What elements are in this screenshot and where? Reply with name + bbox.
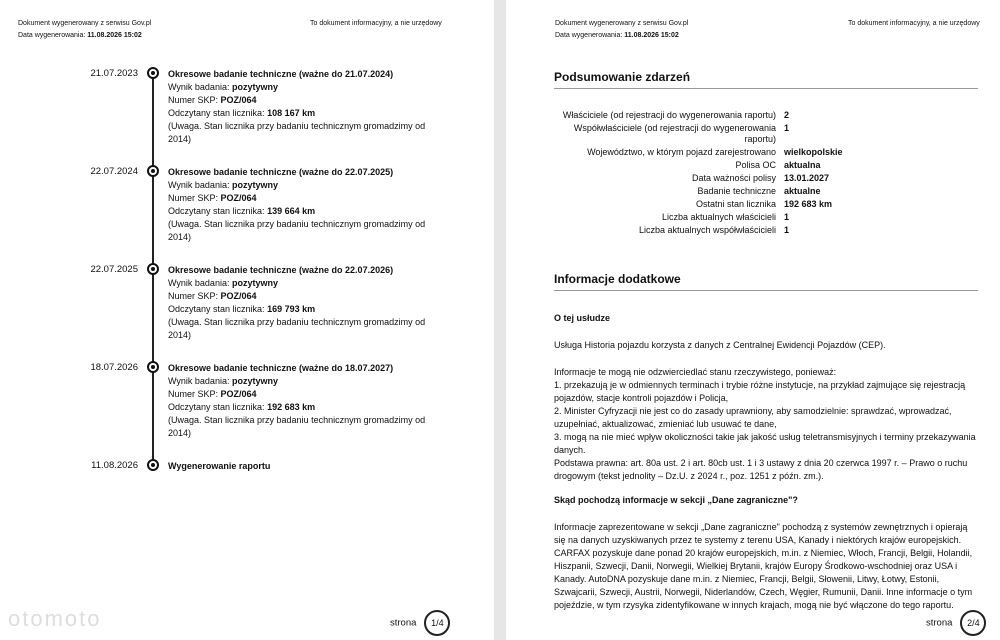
watermark-logo: otomoto [8, 606, 102, 631]
about-text: Usługa Historia pojazdu korzysta z danych z Centralnej Ewidencji Pojazdów (CEP). [554, 340, 886, 350]
summary-row: Data ważności polisy 13.01.2027 [691, 173, 830, 183]
generated-date: Data wygenerowania: 11.08.2026 15:02 [18, 32, 142, 39]
odometer-note: (Uwaga. Stan licznika przy badaniu technicznym gromadzimy od 2014) [168, 415, 426, 438]
summary-table [554, 110, 954, 238]
foreign-data-text: Informacje zaprezentowane w sekcji „Dane zagraniczne" pochodzą z systemów zewnętrznych i opierają się na danych uzyskiwanych przez te systemy z terenu USA, Kanady i niektórych krajów europejskich. CARFAX pozyskuje dane ponad 20 krajów europejskich, m.in. z Niemiec, Włoch, Francji, Belgii, Holandii, Hiszpanii, Szwecji, Danii, Norwegii, Wielkiej Brytanii, krajów Europy Środkowo-wschodniej oraz USA i Kanady. AutoDNA pozyskuje dane m.in. z Niemiec, Francji, Belgii, Słowenii, Litwy, Łotwy, Estonii, Szwajcarii, Szwecji, Austrii, Norwegii, Niderlandów, Czech, Węgier, Rumunii, Danii. Inne informacje o tym pojeździe, w tym rzysyka zidentyfikowane w innych krajach, mogą nie być włączone do tego raportu. [554, 522, 973, 610]
timeline-date: 21.07.2023 [90, 68, 138, 79]
result-line: Wynik badania: pozytywny [168, 180, 278, 190]
generated-by-text: Dokument wygenerowany z serwisu Gov.pl [18, 20, 152, 27]
generated-date: Data wygenerowania: 11.08.2026 15:02 [555, 32, 679, 39]
timeline-date: 18.07.2026 [90, 362, 138, 373]
result-line: Wynik badania: pozytywny [168, 278, 278, 288]
result-line: Wynik badania: pozytywny [168, 82, 278, 92]
odometer-note: (Uwaga. Stan licznika przy badaniu technicznym gromadzimy od 2014) [168, 219, 426, 242]
event-title: Wygenerowanie raportu [168, 461, 271, 471]
odometer-note: (Uwaga. Stan licznika przy badaniu technicznym gromadzimy od 2014) [168, 121, 426, 144]
page-number-badge: 1/4 [424, 610, 450, 636]
odometer-line: Odczytany stan licznika: 169 793 km [168, 304, 316, 314]
page-header-left [555, 18, 688, 42]
odometer-line: Odczytany stan licznika: 108 167 km [168, 108, 316, 118]
summary-row: Ostatni stan licznika 192 683 km [695, 199, 833, 209]
timeline-entry-body [168, 460, 428, 473]
summary-row: Współwłaściciele (od rejestracji do wygenerowania raportu) 1 [573, 123, 790, 144]
timeline-dot-icon [147, 165, 159, 177]
limitations-block: Informacje te mogą nie odzwierciedlać stanu rzeczywistego, ponieważ: 1. przekazują je w odmiennych terminach i trybie różne instytucje, na przykład zajmujące się rejestracją pojazdów, stacje kontroli pojazdów i Policja, 2. Minister Cyfryzacji nie jest co do zasady uprawniony, aby samodzielnie: sprawdzać, wprowadzać, uzupełniać, aktualizować, zmieniać lub usuwać te dane, 3. mogą na nie mieć wpływ okoliczności takie jak jakość usług teletransmisyjnych i terminy przekazywania danych. Podstawa prawna: art. 80a ust. 2 i art. 80cb ust. 1 i 3 ustawy z dnia 20 czerwca 1997 r. – Prawo o ruchu drogowym (tekst jednolity – Dz.U. z 2024 r., poz. 1251 z późn. zm.). [554, 367, 976, 481]
additional-info-title: Informacje dodatkowe [554, 272, 978, 291]
summary-row: Właściciele (od rejestracji do wygenerowania raportu) 2 [562, 110, 790, 120]
page-number-badge: 2/4 [960, 610, 986, 636]
timeline-dot-icon [147, 67, 159, 79]
odometer-line: Odczytany stan licznika: 192 683 km [168, 402, 316, 412]
timeline-date: 11.08.2026 [91, 460, 138, 471]
skp-line: Numer SKP: POZ/064 [168, 389, 257, 399]
summary-row: Polisa OC aktualna [735, 160, 821, 170]
page-header-left [18, 18, 151, 42]
summary-title: Podsumowanie zdarzeń [554, 70, 978, 89]
foreign-data-heading: Skąd pochodzą informacje w sekcji „Dane zagraniczne"? [554, 495, 798, 505]
skp-line: Numer SKP: POZ/064 [168, 95, 257, 105]
odometer-note: (Uwaga. Stan licznika przy badaniu technicznym gromadzimy od 2014) [168, 317, 426, 340]
timeline-entry-body [168, 264, 428, 342]
timeline-dot-icon [147, 263, 159, 275]
summary-row: Liczba aktualnych współwłaścicieli 1 [638, 225, 790, 235]
report-page-2 [506, 0, 1000, 640]
timeline-entry-body [168, 166, 428, 244]
page-number: strona 2/4 [926, 610, 986, 636]
skp-line: Numer SKP: POZ/064 [168, 291, 257, 301]
result-line: Wynik badania: pozytywny [168, 376, 278, 386]
disclaimer-text: To dokument informacyjny, a nie urzędowy [310, 20, 442, 27]
event-title: Okresowe badanie techniczne (ważne do 22.07.2026) [168, 265, 394, 275]
event-title: Okresowe badanie techniczne (ważne do 18.07.2027) [168, 363, 394, 373]
disclaimer-text: To dokument informacyjny, a nie urzędowy [848, 20, 980, 27]
event-title: Okresowe badanie techniczne (ważne do 21.07.2024) [168, 69, 394, 79]
event-title: Okresowe badanie techniczne (ważne do 22.07.2025) [168, 167, 394, 177]
generated-by-text: Dokument wygenerowany z serwisu Gov.pl [555, 20, 689, 27]
timeline-date: 22.07.2025 [90, 264, 138, 275]
odometer-line: Odczytany stan licznika: 139 664 km [168, 206, 316, 216]
timeline-dot-icon [147, 361, 159, 373]
timeline-entry-body [168, 68, 428, 146]
skp-line: Numer SKP: POZ/064 [168, 193, 257, 203]
report-page-1 [0, 0, 494, 640]
page-number: strona 1/4 [390, 610, 450, 636]
timeline-entry-body [168, 362, 428, 440]
timeline-date: 22.07.2024 [90, 166, 138, 177]
summary-row: Liczba aktualnych właścicieli 1 [661, 212, 790, 222]
timeline-dot-icon [147, 459, 159, 471]
about-heading: O tej usłudze [554, 313, 611, 323]
summary-row: Województwo, w którym pojazd zarejestrowano wielkopolskie [587, 147, 843, 157]
summary-row: Badanie techniczne aktualne [697, 186, 821, 196]
